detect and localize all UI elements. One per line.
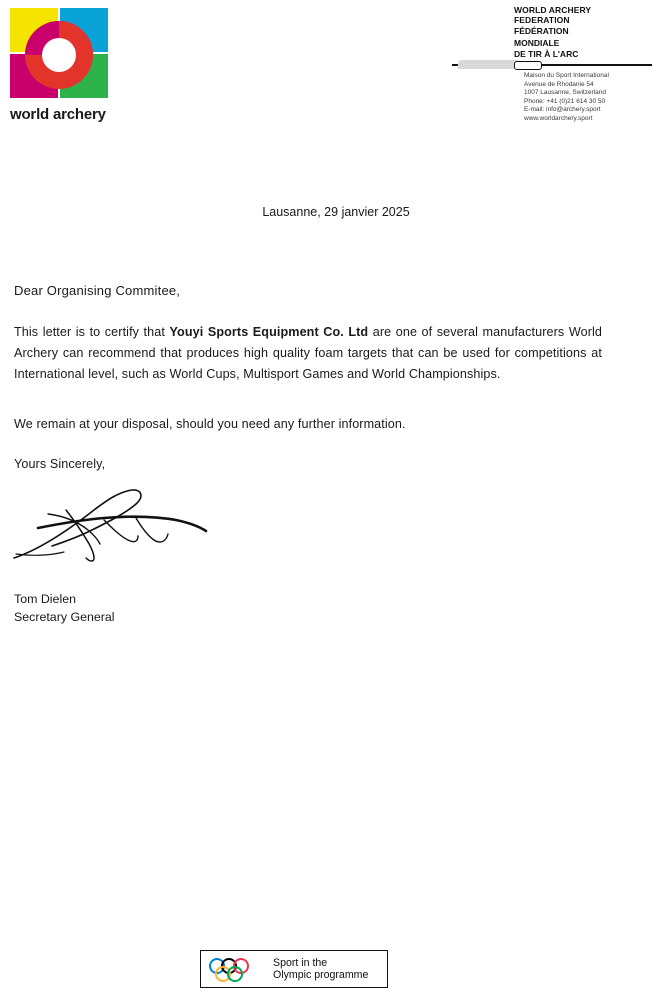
federation-name-fr-line-3: DE TIR À L'ARC [514, 49, 579, 59]
logo-wordmark: world archery [10, 106, 106, 123]
signature-image [8, 480, 238, 570]
salutation: Dear Organising Commitee, [14, 283, 181, 298]
body-paragraph-1 [14, 322, 602, 385]
federation-name-block [514, 6, 644, 60]
world-archery-logo [10, 8, 200, 123]
closing-line: Yours Sincerely, [14, 457, 106, 471]
arrow-nock [514, 61, 542, 70]
federation-name-en-line-1: WORLD ARCHERY [514, 5, 592, 15]
olympic-badge-line-1: Sport in the [273, 956, 328, 969]
olympic-programme-badge [200, 950, 388, 988]
dateline: Lausanne, 29 janvier 2025 [262, 205, 410, 219]
logo-circle-inner [42, 38, 76, 72]
arrow-fletching [457, 60, 521, 69]
federation-name-en-line-2: FEDERATION [514, 14, 570, 25]
olympic-badge-line-2: Olympic programme [273, 969, 369, 981]
paragraph-1-text-before: This letter is to certify that [14, 325, 170, 339]
olympic-ring-green [227, 966, 243, 982]
address-line-6: www.worldarchery.sport [524, 114, 593, 122]
federation-name-fr-line-1: FÉDÉRATION [514, 26, 569, 36]
federation-address [524, 72, 644, 124]
address-line-4: Phone: +41 (0)21 614 30 50 [524, 97, 606, 105]
body-paragraph-2: We remain at your disposal, should you need any further information. [14, 417, 406, 431]
world-archery-logo-mark [10, 8, 112, 100]
address-line-1: Maison du Sport International [524, 72, 609, 79]
olympic-badge-text [273, 957, 368, 982]
address-line-5: E-mail: info@archery.sport [524, 106, 601, 114]
logo-target-circle [25, 21, 93, 89]
olympic-rings-icon [209, 956, 265, 982]
signer-name: Tom Dielen [14, 592, 76, 606]
company-name: Youyi Sports Equipment Co. Ltd [169, 325, 369, 339]
address-line-3: 1007 Lausanne, Switzerland [524, 89, 607, 97]
federation-name-fr-line-2: MONDIALE [514, 37, 560, 48]
address-line-2: Avenue de Rhodanie 54 [524, 80, 594, 88]
signer-title: Secretary General [14, 610, 115, 624]
paragraph-1-text-after: are one of several manufacturers World Archery can recommend that produces high quality foam targets that can be used for competitions at International level, such as World Cups, Multisport Games and World Championships. [14, 325, 602, 381]
arrow-icon [452, 58, 652, 72]
